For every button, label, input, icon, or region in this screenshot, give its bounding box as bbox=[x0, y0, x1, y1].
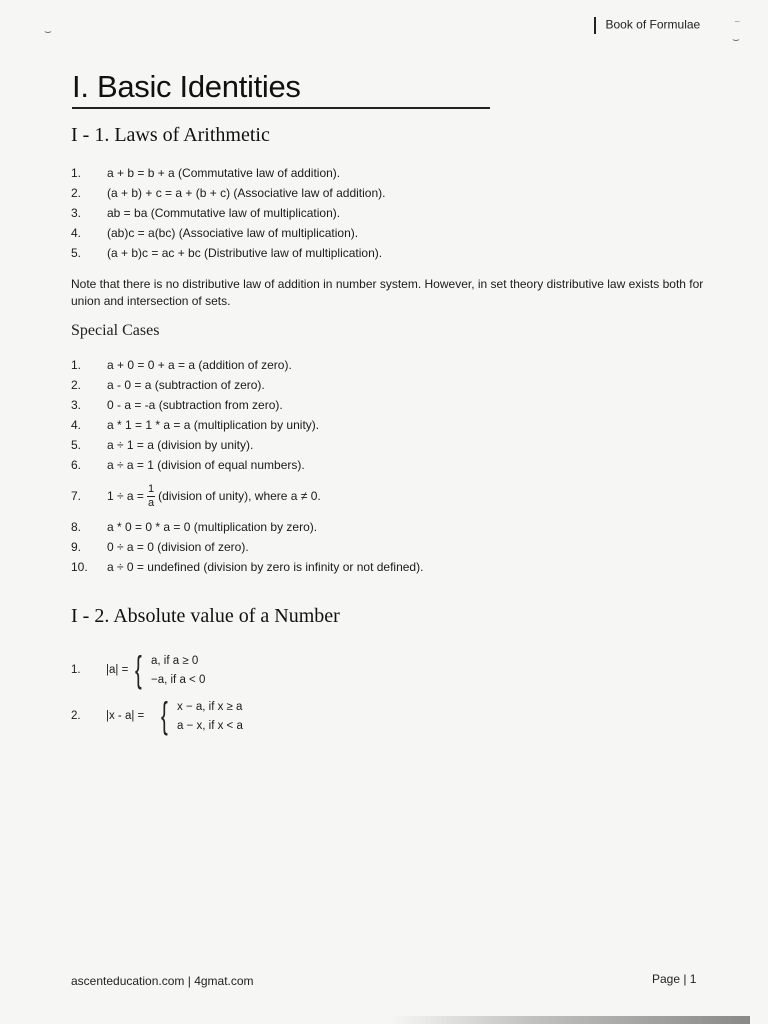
section-title-laws-of-arithmetic: I - 1. Laws of Arithmetic bbox=[71, 124, 270, 146]
item-number: 5. bbox=[71, 246, 82, 260]
item-number: 2. bbox=[71, 710, 81, 722]
item-number: 7. bbox=[71, 489, 82, 503]
item-number: 1. bbox=[71, 664, 81, 676]
item-number: 4. bbox=[71, 226, 82, 240]
item-number: 2. bbox=[71, 378, 82, 392]
list-item bbox=[71, 415, 711, 435]
list-item bbox=[71, 475, 711, 517]
scan-artifact: ⁻ bbox=[734, 16, 741, 30]
left-brace-icon: { bbox=[161, 695, 168, 736]
item-text: ab = ba (Commutative law of multiplication). bbox=[107, 206, 341, 220]
item-text: a ÷ 0 = undefined (division by zero is infinity or not defined). bbox=[107, 560, 424, 574]
list-item bbox=[71, 355, 711, 375]
section-title-absolute-value: I - 2. Absolute value of a Number bbox=[71, 605, 340, 627]
scan-shadow bbox=[390, 1016, 750, 1024]
list-item bbox=[71, 163, 711, 183]
item-number: 10. bbox=[71, 560, 88, 574]
item-text: a * 1 = 1 * a = a (multiplication by unity). bbox=[107, 418, 320, 432]
special-cases-list bbox=[71, 355, 711, 577]
item-number: 5. bbox=[71, 438, 82, 452]
case-line: a, if a ≥ 0 bbox=[151, 655, 199, 667]
item-text bbox=[107, 475, 321, 517]
formula-lhs: |x - a| = bbox=[106, 710, 145, 722]
item-text: a + b = b + a (Commutative law of addition). bbox=[107, 166, 341, 180]
item-number: 8. bbox=[71, 520, 82, 534]
item-number: 3. bbox=[71, 206, 82, 220]
item-text: a * 0 = 0 * a = 0 (multiplication by zero). bbox=[107, 520, 318, 534]
piecewise-cases bbox=[177, 698, 243, 736]
case-line: −a, if a < 0 bbox=[151, 674, 206, 686]
running-title: Book of Formulae bbox=[605, 17, 701, 32]
formula-lhs: |a| = bbox=[106, 664, 129, 676]
chapter-title: I. Basic Identities bbox=[72, 68, 490, 109]
list-item bbox=[71, 183, 711, 203]
list-item bbox=[71, 557, 711, 577]
item-text: 0 ÷ a = 0 (division of zero). bbox=[107, 540, 249, 554]
fraction bbox=[147, 483, 155, 510]
item-text: (ab)c = a(bc) (Associative law of multiplication). bbox=[107, 226, 359, 240]
footer-sites: ascenteducation.com | 4gmat.com bbox=[71, 974, 254, 988]
list-item bbox=[71, 435, 711, 455]
item-text: a ÷ 1 = a (division by unity). bbox=[107, 438, 254, 452]
item-number: 9. bbox=[71, 540, 82, 554]
item-number: 3. bbox=[71, 398, 82, 412]
list-item bbox=[71, 243, 711, 263]
fraction-numerator: 1 bbox=[147, 483, 155, 496]
list-item bbox=[71, 395, 711, 415]
laws-list bbox=[71, 163, 711, 263]
absolute-value-formula bbox=[71, 649, 331, 692]
equation-rhs: (division of unity), where a ≠ 0. bbox=[158, 489, 321, 503]
list-item bbox=[71, 223, 711, 243]
item-text: a - 0 = a (subtraction of zero). bbox=[107, 378, 265, 392]
item-text: a + 0 = 0 + a = a (addition of zero). bbox=[107, 358, 292, 372]
absolute-value-formula bbox=[71, 695, 331, 738]
piecewise-cases bbox=[151, 652, 205, 690]
page-number: Page | 1 bbox=[652, 972, 697, 986]
item-text: (a + b) + c = a + (b + c) (Associative law of addition). bbox=[107, 186, 386, 200]
list-item bbox=[71, 203, 711, 223]
list-item bbox=[71, 375, 711, 395]
item-text: 0 - a = -a (subtraction from zero). bbox=[107, 398, 283, 412]
case-line: x − a, if x ≥ a bbox=[177, 701, 243, 713]
note-paragraph: Note that there is no distributive law of addition in number system. However, in set theory distributive law exists both for union and intersection of sets. bbox=[71, 277, 704, 308]
fraction-denominator: a bbox=[147, 497, 155, 510]
list-item bbox=[71, 455, 711, 475]
equation-lhs: 1 ÷ a = bbox=[107, 489, 144, 503]
list-item bbox=[71, 517, 711, 537]
item-number: 2. bbox=[71, 186, 82, 200]
item-number: 1. bbox=[71, 166, 82, 180]
case-line: a − x, if x < a bbox=[177, 720, 243, 732]
header-divider bbox=[594, 17, 596, 34]
running-header bbox=[594, 17, 700, 34]
item-number: 6. bbox=[71, 458, 82, 472]
special-cases-title: Special Cases bbox=[71, 322, 160, 339]
left-brace-icon: { bbox=[135, 649, 142, 690]
item-text: (a + b)c = ac + bc (Distributive law of multiplication). bbox=[107, 246, 383, 260]
list-item bbox=[71, 537, 711, 557]
item-number: 4. bbox=[71, 418, 82, 432]
item-number: 1. bbox=[71, 358, 82, 372]
scan-artifact: ⌣ bbox=[732, 32, 740, 46]
item-text: a ÷ a = 1 (division of equal numbers). bbox=[107, 458, 305, 472]
scan-artifact: ⌣ bbox=[44, 24, 52, 38]
